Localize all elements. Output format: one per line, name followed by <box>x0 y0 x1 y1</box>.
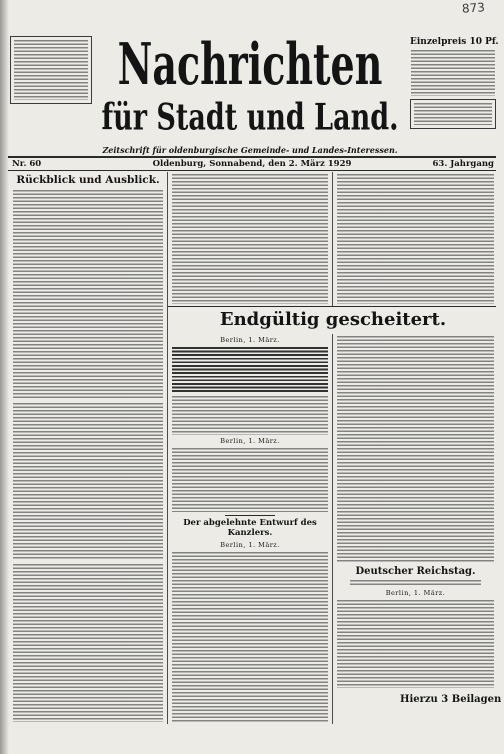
issue-number: Nr. 60 <box>12 159 42 169</box>
review-headline: Rückblick und Ausblick. <box>16 174 160 186</box>
masthead-rule-bottom <box>8 170 496 171</box>
main-body-text <box>172 396 328 435</box>
review-body-paragraph <box>13 190 163 398</box>
masthead-tagline: Zeitschrift für oldenburgische Gemeinde- und Landes-Interessen. <box>102 145 398 155</box>
short-divider <box>225 515 275 516</box>
reichstag-body-text <box>337 600 494 688</box>
volume-year: 63. Jahrgang <box>432 159 494 169</box>
article-continuation-text <box>172 174 328 304</box>
masthead-subtitle: für Stadt und Land. <box>101 97 399 140</box>
review-body-paragraph <box>13 403 163 559</box>
supplements-note: Hierzu 3 Beilagen <box>400 694 502 705</box>
scan-edge-shadow <box>0 0 9 754</box>
reichstag-headline: Deutscher Reichstag. <box>355 566 476 577</box>
advertising-rates-text <box>411 50 495 96</box>
text-lines <box>414 103 492 125</box>
place-and-date: Oldenburg, Sonnabend, den 2. März 1929 <box>152 159 352 169</box>
text-lines <box>14 40 88 100</box>
column-rule-right-upper <box>332 172 333 306</box>
notice-box <box>410 99 496 129</box>
review-body-paragraph <box>13 564 163 722</box>
main-body-text-continued <box>337 336 494 562</box>
main-dateline-1: Berlin, 1. März. <box>220 336 280 344</box>
page-number: 873 <box>461 0 486 16</box>
column-rule-right-lower <box>332 334 333 724</box>
main-dateline-2: Berlin, 1. März. <box>220 437 280 445</box>
main-lead-paragraph <box>172 347 328 393</box>
main-headline: Endgültig gescheitert. <box>219 309 447 330</box>
reichstag-subline <box>350 580 481 585</box>
section-rule <box>168 306 496 307</box>
draft-dateline: Berlin, 1. März. <box>220 541 280 549</box>
single-copy-price: Einzelpreis 10 Pf. <box>410 37 499 47</box>
draft-body-text <box>172 552 328 722</box>
article-continuation-text <box>337 174 494 304</box>
column-rule-left <box>167 172 168 724</box>
draft-subheadline: Der abgelehnte Entwurf des Kanzlers. <box>183 518 317 538</box>
reichstag-dateline: Berlin, 1. März. <box>385 589 446 597</box>
main-body-text <box>172 448 328 512</box>
masthead-rule-top <box>8 156 496 158</box>
subscription-info-box <box>10 36 92 104</box>
masthead-title: Nachrichten <box>117 30 383 98</box>
